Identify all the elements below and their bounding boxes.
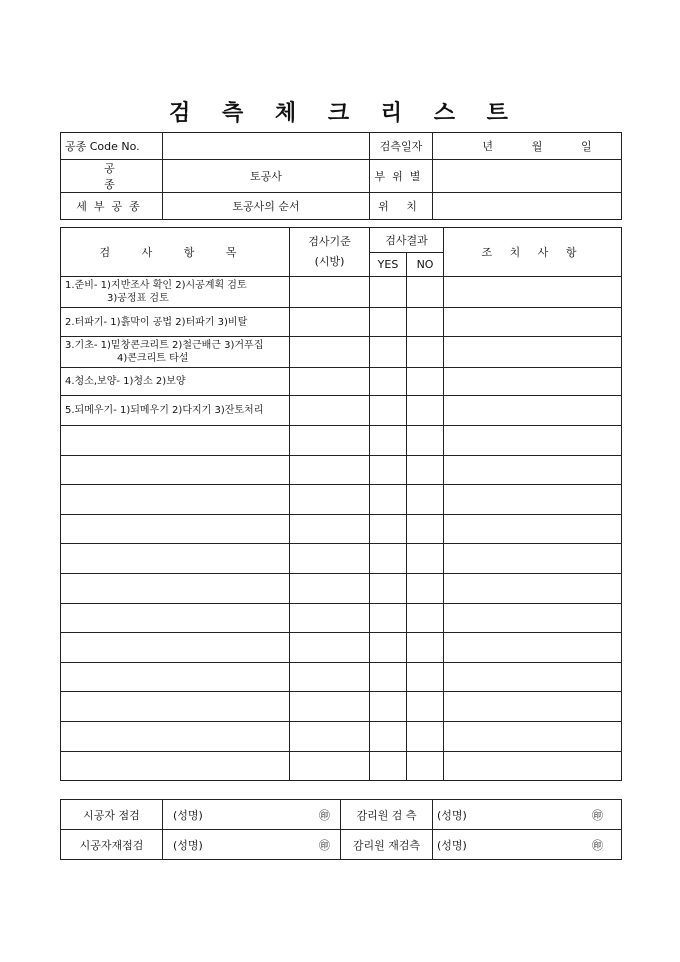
item-text: 2.터파기- 1)흙막이 공법 2)터파기 3)비탈 bbox=[65, 316, 248, 328]
work-label: 공 종 bbox=[61, 160, 163, 193]
action-cell[interactable] bbox=[444, 368, 622, 396]
item-cell[interactable] bbox=[61, 544, 290, 574]
item-text: 1.준비- 1)지반조사 확인 2)시공계획 검토 bbox=[65, 280, 247, 291]
yes-cell[interactable] bbox=[370, 455, 407, 485]
supervisor-check-sign[interactable] bbox=[433, 800, 622, 830]
no-cell[interactable] bbox=[407, 603, 444, 633]
table-row bbox=[61, 544, 622, 574]
yes-cell[interactable] bbox=[370, 396, 407, 426]
table-row bbox=[61, 692, 622, 722]
table-row bbox=[61, 633, 622, 663]
page-title bbox=[0, 96, 680, 127]
table-row bbox=[61, 368, 622, 396]
no-cell[interactable] bbox=[407, 662, 444, 692]
standard-cell[interactable] bbox=[290, 308, 370, 337]
no-cell[interactable] bbox=[407, 396, 444, 426]
no-cell[interactable] bbox=[407, 337, 444, 368]
item-text-cont: 4)콘크리트 타설 bbox=[117, 353, 189, 364]
standard-cell[interactable] bbox=[290, 633, 370, 663]
yes-cell[interactable] bbox=[370, 337, 407, 368]
seal-icon: ㊞ bbox=[592, 838, 603, 852]
item-cell[interactable] bbox=[61, 514, 290, 544]
action-cell[interactable] bbox=[444, 573, 622, 603]
table-row bbox=[61, 426, 622, 456]
action-cell[interactable] bbox=[444, 692, 622, 722]
table-row bbox=[61, 485, 622, 515]
yes-cell[interactable] bbox=[370, 308, 407, 337]
item-cell bbox=[61, 337, 290, 368]
item-text: 4.청소,보양- 1)청소 2)보양 bbox=[65, 376, 186, 387]
supervisor-recheck-label: 감리원 재검측 bbox=[341, 830, 433, 860]
item-cell[interactable] bbox=[61, 721, 290, 751]
yes-cell[interactable] bbox=[370, 426, 407, 456]
title-char: 리 bbox=[380, 100, 406, 126]
standard-cell[interactable] bbox=[290, 751, 370, 781]
item-cell[interactable] bbox=[61, 573, 290, 603]
title-char: 스 bbox=[433, 100, 458, 126]
standard-cell[interactable] bbox=[290, 485, 370, 515]
sign-label: (성명) bbox=[437, 838, 467, 852]
action-cell[interactable] bbox=[444, 308, 622, 337]
work-value[interactable]: 토공사 bbox=[163, 160, 370, 193]
col-standard-header bbox=[290, 228, 370, 277]
yes-cell[interactable] bbox=[370, 573, 407, 603]
standard-cell[interactable] bbox=[290, 721, 370, 751]
standard-cell[interactable] bbox=[290, 368, 370, 396]
item-cell[interactable] bbox=[61, 751, 290, 781]
title-char: 트 bbox=[486, 100, 511, 126]
item-cell bbox=[61, 368, 290, 396]
supervisor-recheck-sign[interactable] bbox=[433, 830, 622, 860]
item-cell[interactable] bbox=[61, 603, 290, 633]
action-cell[interactable] bbox=[444, 426, 622, 456]
item-cell[interactable] bbox=[61, 633, 290, 663]
yes-cell[interactable] bbox=[370, 544, 407, 574]
no-cell[interactable] bbox=[407, 514, 444, 544]
yes-cell[interactable] bbox=[370, 751, 407, 781]
standard-cell[interactable] bbox=[290, 544, 370, 574]
yes-cell[interactable] bbox=[370, 485, 407, 515]
table-row bbox=[61, 514, 622, 544]
item-cell[interactable] bbox=[61, 455, 290, 485]
signature-table bbox=[60, 799, 622, 860]
table-row bbox=[61, 308, 622, 337]
action-cell[interactable] bbox=[444, 633, 622, 663]
yes-cell[interactable] bbox=[370, 662, 407, 692]
action-cell[interactable] bbox=[444, 514, 622, 544]
table-row bbox=[61, 396, 622, 426]
no-cell[interactable] bbox=[407, 692, 444, 722]
part-label: 부위별 bbox=[370, 160, 433, 193]
yes-cell[interactable] bbox=[370, 368, 407, 396]
code-value[interactable] bbox=[163, 133, 370, 160]
date-day: 일 bbox=[581, 140, 592, 153]
inspection-table bbox=[60, 227, 622, 781]
action-cell[interactable] bbox=[444, 455, 622, 485]
item-text: 3.기초- 1)밑창콘크리트 2)철근배근 3)거푸집 bbox=[65, 340, 264, 351]
table-row bbox=[61, 337, 622, 368]
action-cell[interactable] bbox=[444, 337, 622, 368]
standard-cell[interactable] bbox=[290, 277, 370, 308]
no-cell[interactable] bbox=[407, 485, 444, 515]
seal-icon: ㊞ bbox=[592, 808, 603, 822]
item-text: 5.되메우기- 1)되메우기 2)다지기 3)잔토처리 bbox=[65, 405, 264, 416]
col-no-header: NO bbox=[407, 253, 444, 277]
no-cell[interactable] bbox=[407, 751, 444, 781]
no-cell[interactable] bbox=[407, 308, 444, 337]
title-char: 측 bbox=[221, 100, 247, 126]
table-row bbox=[61, 603, 622, 633]
title-char: 검 bbox=[169, 100, 194, 126]
yes-cell[interactable] bbox=[370, 514, 407, 544]
no-cell[interactable] bbox=[407, 368, 444, 396]
sign-label: (성명) bbox=[173, 838, 203, 852]
no-cell[interactable] bbox=[407, 544, 444, 574]
standard-cell[interactable] bbox=[290, 692, 370, 722]
code-label: 공종 Code No. bbox=[61, 133, 163, 160]
no-cell[interactable] bbox=[407, 455, 444, 485]
standard-line1: 검사기준 bbox=[308, 235, 351, 248]
standard-line2: (시방) bbox=[314, 255, 345, 268]
part-value[interactable] bbox=[433, 160, 622, 193]
yes-cell[interactable] bbox=[370, 721, 407, 751]
detail-label: 세부공종 bbox=[61, 193, 163, 220]
col-result-header: 검사결과 bbox=[370, 228, 444, 253]
standard-cell[interactable] bbox=[290, 573, 370, 603]
contractor-recheck-label: 시공자재점검 bbox=[61, 830, 163, 860]
action-cell[interactable] bbox=[444, 662, 622, 692]
location-label: 위 치 bbox=[370, 193, 433, 220]
standard-cell[interactable] bbox=[290, 426, 370, 456]
sign-label: (성명) bbox=[173, 808, 203, 822]
item-text-cont: 3)공정표 검토 bbox=[107, 293, 169, 304]
detail-value[interactable]: 토공사의 순서 bbox=[163, 193, 370, 220]
date-value[interactable] bbox=[433, 133, 622, 160]
contractor-recheck-sign[interactable] bbox=[163, 830, 341, 860]
date-year: 년 bbox=[482, 140, 493, 153]
standard-cell[interactable] bbox=[290, 455, 370, 485]
table-row bbox=[61, 721, 622, 751]
table-row bbox=[61, 277, 622, 308]
item-cell bbox=[61, 308, 290, 337]
standard-cell[interactable] bbox=[290, 337, 370, 368]
item-cell bbox=[61, 277, 290, 308]
table-row bbox=[61, 455, 622, 485]
table-row bbox=[61, 662, 622, 692]
yes-cell[interactable] bbox=[370, 277, 407, 308]
action-cell[interactable] bbox=[444, 721, 622, 751]
item-cell[interactable] bbox=[61, 426, 290, 456]
action-cell[interactable] bbox=[444, 603, 622, 633]
date-month: 월 bbox=[531, 140, 543, 153]
standard-cell[interactable] bbox=[290, 662, 370, 692]
header-table bbox=[60, 132, 622, 220]
table-row bbox=[61, 751, 622, 781]
no-cell[interactable] bbox=[407, 573, 444, 603]
yes-cell[interactable] bbox=[370, 692, 407, 722]
seal-icon: ㊞ bbox=[319, 838, 330, 852]
no-cell[interactable] bbox=[407, 277, 444, 308]
item-cell[interactable] bbox=[61, 692, 290, 722]
standard-cell[interactable] bbox=[290, 603, 370, 633]
no-cell[interactable] bbox=[407, 426, 444, 456]
col-item-header: 검 사 항 목 bbox=[61, 228, 290, 277]
yes-cell[interactable] bbox=[370, 633, 407, 663]
yes-cell[interactable] bbox=[370, 603, 407, 633]
item-cell[interactable] bbox=[61, 485, 290, 515]
title-char: 체 bbox=[274, 100, 300, 126]
action-cell[interactable] bbox=[444, 396, 622, 426]
table-row bbox=[61, 573, 622, 603]
sign-label: (성명) bbox=[437, 808, 467, 822]
no-cell[interactable] bbox=[407, 721, 444, 751]
action-cell[interactable] bbox=[444, 751, 622, 781]
action-cell[interactable] bbox=[444, 544, 622, 574]
col-action-header: 조 치 사 항 bbox=[444, 228, 622, 277]
action-cell[interactable] bbox=[444, 485, 622, 515]
standard-cell[interactable] bbox=[290, 514, 370, 544]
action-cell[interactable] bbox=[444, 277, 622, 308]
contractor-check-sign[interactable] bbox=[163, 800, 341, 830]
col-yes-header: YES bbox=[370, 253, 407, 277]
location-value[interactable] bbox=[433, 193, 622, 220]
seal-icon: ㊞ bbox=[319, 808, 330, 822]
title-char: 크 bbox=[327, 100, 353, 126]
supervisor-check-label: 감리원 검 측 bbox=[341, 800, 433, 830]
standard-cell[interactable] bbox=[290, 396, 370, 426]
item-cell[interactable] bbox=[61, 662, 290, 692]
date-label: 검측일자 bbox=[370, 133, 433, 160]
contractor-check-label: 시공자 점검 bbox=[61, 800, 163, 830]
no-cell[interactable] bbox=[407, 633, 444, 663]
item-cell bbox=[61, 396, 290, 426]
